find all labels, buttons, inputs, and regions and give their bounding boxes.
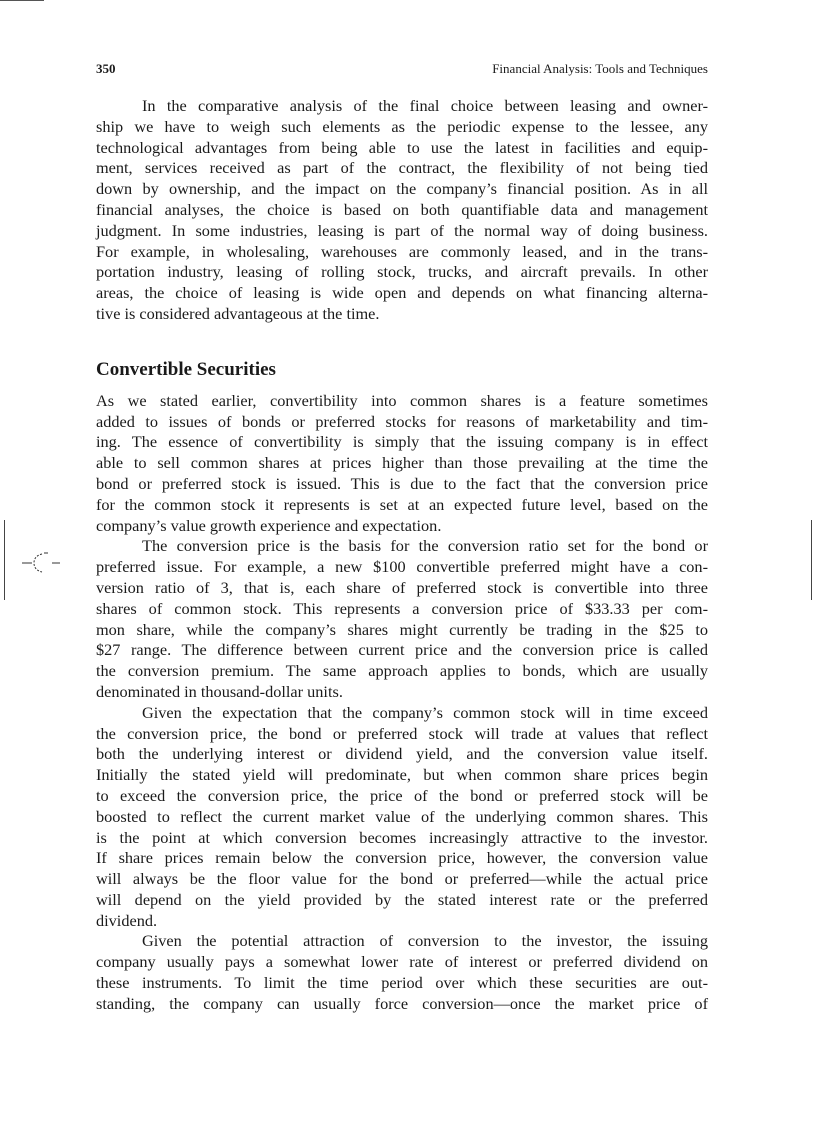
text-line: company’s value growth experience and expectation. [96, 515, 442, 535]
text-line: portation industry, leasing of rolling stock, trucks, and aircraft prevails. In other [96, 262, 708, 282]
text-line: for the common stock it represents is set at an expected future level, based on the [96, 494, 708, 514]
text-line: tive is considered advantageous at the time. [96, 303, 380, 323]
text-line: technological advantages from being able to use the latest in facilities and equip- [96, 137, 708, 157]
paragraph-leasing [96, 96, 708, 325]
text-line: is the point at which conversion becomes increasingly attractive to the investor. [96, 827, 708, 847]
section-heading: Convertible Securities [96, 358, 276, 380]
text-line: added to issues of bonds or preferred stocks for reasons of marketability and tim- [96, 411, 708, 431]
text-line: Given the expectation that the company’s common stock will in time exceed [142, 702, 708, 722]
text-line: areas, the choice of leasing is wide open and depends on what financing alterna- [96, 283, 708, 303]
paragraph-attraction [96, 931, 708, 1014]
text-line: preferred issue. For example, a new $100 convertible preferred might have a con- [96, 557, 708, 577]
text-line: financial analyses, the choice is based on both quantifiable data and management [96, 199, 708, 219]
text-line: the conversion price, the bond or preferred stock will trade at values that reflect [96, 723, 708, 743]
binding-hole-mark-icon [20, 548, 76, 578]
text-line: dividend. [96, 910, 158, 930]
text-line: For example, in wholesaling, warehouses are commonly leased, and in the trans- [96, 241, 708, 261]
text-line: company usually pays a somewhat lower rate of interest or preferred dividend on [96, 952, 708, 972]
text-line: version ratio of 3, that is, each share of preferred stock is convertible into three [96, 577, 708, 597]
text-line: Given the potential attraction of conversion to the investor, the issuing [142, 931, 708, 951]
page-header [96, 60, 708, 78]
text-line: the conversion premium. The same approach applies to bonds, which are usually [96, 661, 708, 681]
text-line: judgment. In some industries, leasing is part of the normal way of doing business. [96, 220, 708, 240]
text-line: mon share, while the company’s shares might currently be trading in the $25 to [96, 619, 708, 639]
text-line: to exceed the conversion price, the price of the bond or preferred stock will be [96, 785, 708, 805]
scan-edge-mark-left [4, 520, 5, 600]
text-line: If share prices remain below the conversion price, however, the conversion value [96, 848, 708, 868]
text-line: shares of common stock. This represents a conversion price of $33.33 per com- [96, 598, 708, 618]
running-head-title: Financial Analysis: Tools and Techniques [492, 61, 708, 76]
text-line: The conversion price is the basis for the conversion ratio set for the bond or [142, 536, 708, 556]
text-line: standing, the company can usually force conversion—once the market price of [96, 993, 708, 1013]
text-line: down by ownership, and the impact on the company’s financial position. As in all [96, 179, 708, 199]
text-line: ing. The essence of convertibility is simply that the issuing company is in effect [96, 432, 708, 452]
text-line: ment, services received as part of the contract, the flexibility of not being tied [96, 158, 708, 178]
text-line: In the comparative analysis of the final choice between leasing and owner- [142, 96, 708, 115]
scan-edge-mark-top [0, 0, 44, 1]
text-line: able to sell common shares at prices higher than those prevailing at the time the [96, 453, 708, 473]
text-line: ship we have to weigh such elements as the periodic expense to the lessee, any [96, 116, 708, 136]
scan-edge-mark-right [811, 520, 812, 600]
text-line: will always be the floor value for the bond or preferred—while the actual price [96, 869, 708, 889]
page-number: 350 [96, 61, 116, 76]
text-line: $27 range. The difference between current price and the conversion price is called [96, 640, 708, 660]
text-line: both the underlying interest or dividend yield, and the conversion value itself. [96, 744, 708, 764]
page-body [96, 96, 708, 1015]
text-line: bond or preferred stock is issued. This is due to the fact that the conversion price [96, 473, 708, 493]
text-line: these instruments. To limit the time period over which these securities are out- [96, 973, 708, 993]
paragraph-conversion-price [96, 536, 708, 702]
paragraph-expectation [96, 703, 708, 932]
text-line: will depend on the yield provided by the stated interest rate or the preferred [96, 889, 708, 909]
paragraph-convertible-intro [96, 391, 708, 537]
text-line: denominated in thousand-dollar units. [96, 681, 343, 701]
text-line: As we stated earlier, convertibility into common shares is a feature sometimes [96, 390, 708, 410]
text-line: boosted to reflect the current market value of the underlying common shares. This [96, 806, 708, 826]
text-line: Initially the stated yield will predominate, but when common share prices begin [96, 765, 708, 785]
